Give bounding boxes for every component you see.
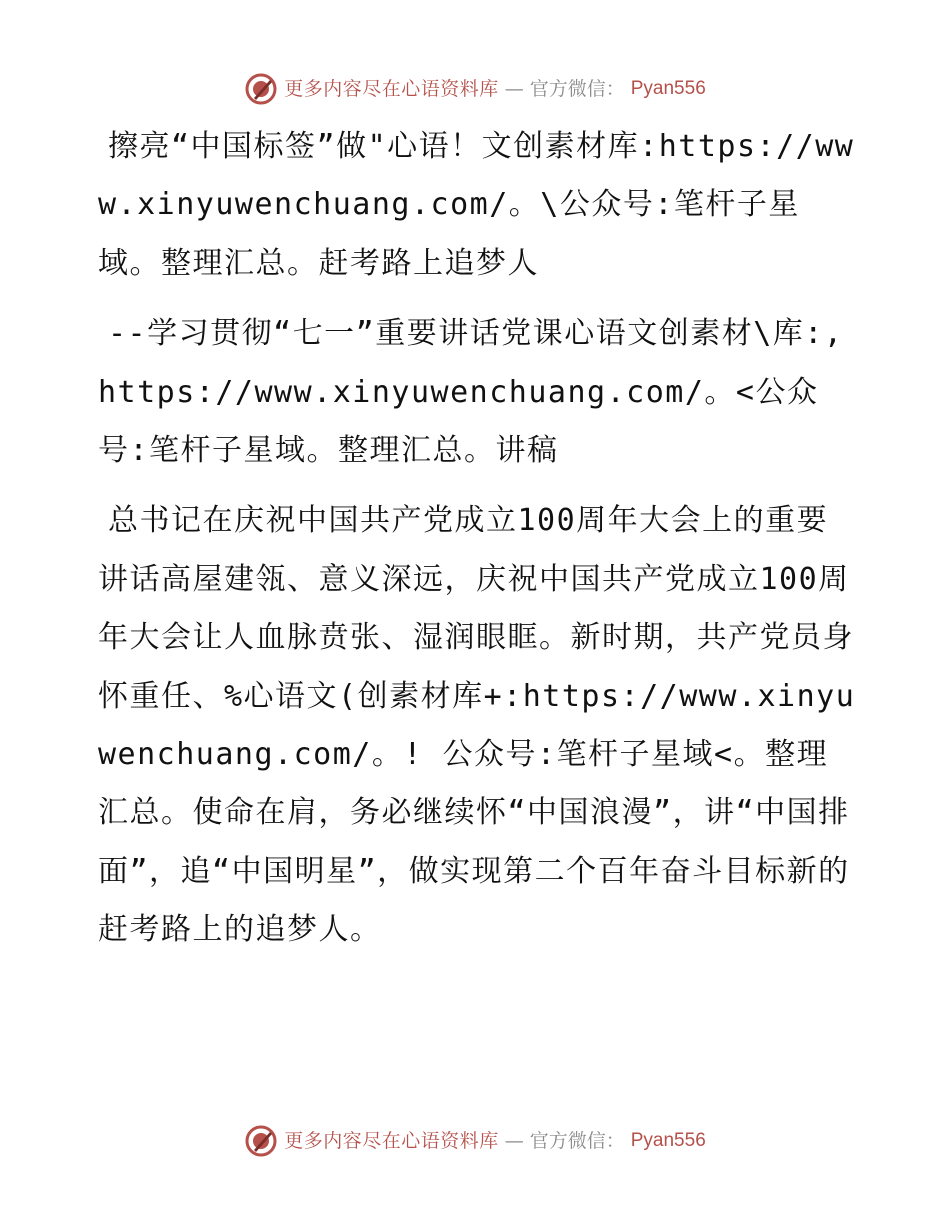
banner-wechat-label: 官方微信： [529, 1130, 625, 1152]
circular-seal-quill-icon [244, 1124, 278, 1158]
paragraph-2: --学习贯彻“七一”重要讲话党课心语文创素材\库:,https://www.xinyuwenchuang.com/。<公众号:笔杆子星域。整理汇总。讲稿 [98, 316, 844, 469]
paragraph-3: 总书记在庆祝中国共产党成立100周年大会上的重要讲话高屋建瓴、意义深远，庆祝中国共产党成立100周年大会让人血脉贲张、湿润眼眶。新时期，共产党员身怀重任、%心语文(创素材库+:https://www.xinyuwenchuang.com/。! 公众号:笔杆子星域<。整理汇总。使命在肩，务必继续怀“中国浪漫”，讲“中国排面”，追“中国明星”，做实现第二个百年奋斗目标新的赶考路上的追梦人。 [98, 503, 856, 948]
banner-separator: — [504, 1130, 524, 1152]
banner-title: 更多内容尽在心语资料库 [284, 1130, 499, 1152]
banner-title: 更多内容尽在心语资料库 [284, 78, 499, 100]
banner-wechat-label: 官方微信： [529, 78, 625, 100]
circular-seal-quill-icon [244, 72, 278, 106]
banner-separator: — [504, 78, 524, 100]
banner-wechat-id: Pyan556 [630, 1130, 706, 1151]
footer-banner [0, 1124, 950, 1158]
header-banner [0, 72, 950, 106]
document-body [98, 118, 858, 960]
banner-wechat-id: Pyan556 [630, 78, 706, 99]
paragraph-1: 擦亮“中国标签”做"心语！文创素材库:https://www.xinyuwenchuang.com/。\公众号:笔杆子星域。整理汇总。赶考路上追梦人 [98, 129, 855, 281]
